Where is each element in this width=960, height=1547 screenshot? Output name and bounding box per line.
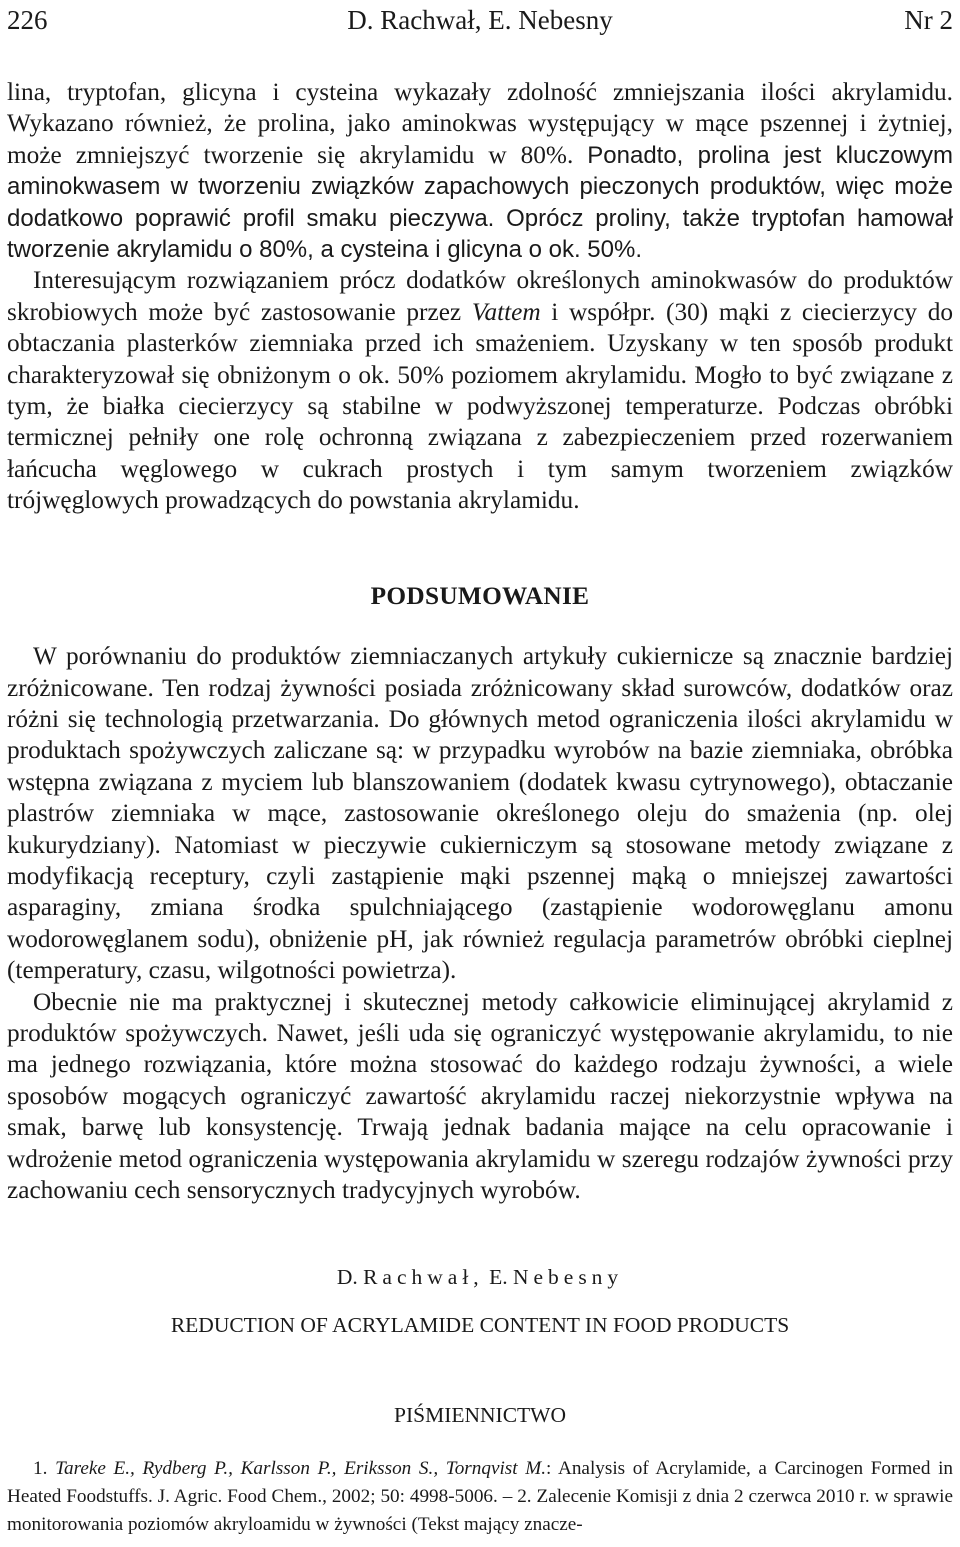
english-title: REDUCTION OF ACRYLAMIDE CONTENT IN FOOD PRODUCTS [170, 1313, 790, 1338]
issue-number: Nr 2 [904, 5, 953, 35]
byline-initial-1: D. [336, 1265, 358, 1290]
continuation-paragraph [7, 77, 953, 265]
reference-authors: Tareke E., Rydberg P., Karlsson P., Eriksson S., Tornqvist M. [55, 1458, 547, 1480]
summary-paragraph-1: W porównaniu do produktów ziemniaczanych artykuły cukiernicze są znacznie bardziej zróżnicowane. Ten rodzaj żywności posiada zróżnicowany skład surowców, dodatków oraz różni się technologią przetwarzania. Do głównych metod ograniczenia ilości akrylamidu w produktach spożywczych zaliczane są: w przypadku wyrobów na bazie ziemniaka, obróbka wstępna związana z myciem lub blanszowaniem (dodatek kwasu cytrynowego), obtaczanie plastrów ziemniaka w mące, zastosowanie określonego oleju do smażenia (np. olej kukurydziany). Natomiast w pieczywie cukierniczym są stosowane metody związane z modyfikacją receptury, czyli zastąpienie mąki pszennej mąką o mniejszej zawartości asparaginy, zmiana środka spulchniającego (zastąpienie wodorowęglanu amonu wodorowęglanem sodu), obniżenie pH, jak również regulacja parametrów obróbki cieplnej (temperatury, czasu, wilgotności powietrza). [7, 642, 953, 985]
english-byline [7, 1263, 953, 1291]
paragraph-text: Interesującym rozwiązaniem prócz dodatków określonych aminokwasów do produktów skrobiowych może być zastosowanie przez [7, 266, 953, 326]
byline-surname-2: Nebesny [512, 1265, 624, 1290]
header-authors: D. Rachwał, E. Nebesny [347, 5, 613, 35]
italic-author: Vattem [471, 297, 541, 326]
summary-heading: PODSUMOWANIE [370, 581, 590, 610]
continuation-text: lina, tryptofan, glicyna i cysteina wykazały zdolność zmniejszania ilości akrylamidu. Wykazano również, że prolina, jako aminokwas występujący w mące pszennej i żytniej, może zmniejszyć tworzenie się akrylamidu w 80%. [7, 78, 953, 169]
reference-number: 1. [33, 1458, 48, 1480]
reference-text: : Analysis of Acrylamide, a Carcinogen Formed in Heated Foodstuffs. J. Agric. Food Chem., 2002; 50: 4998-5006. – 2. Zalecenie Komisji z dnia 2 czerwca 2010 r. w sprawie monitorowania poziomów akryloamidu w żywności (Tekst mający znacze- [7, 1458, 954, 1535]
page-number: 226 [7, 5, 48, 35]
paragraph-text: i współpr. (30) mąki z ciecierzycy do obtaczania plasterków ziemniaka przed ich smażeniem. Uzyskany w ten sposób produkt charakteryzował się obniżonym o ok. 50% poziomem akrylamidu. Mogło to być związane z tym, że białka ciecierzycy są stabilne w podwyższonej temperaturze. Podczas obróbki termicznej pełniły one rolę ochronną związana z zabezpieczeniem przed rozerwaniem łańcucha węglowego w cukrach prostych i tym samym tworzeniem związków trójwęglowych prowadzących do powstania akrylamidu. [7, 297, 953, 515]
continuation-text-sans: Ponadto, prolina jest kluczowym aminokwasem w tworzeniu związków zapachowych pieczonych produktów, więc może dodatkowo poprawić profil smaku pieczywa. Oprócz proliny, także tryptofan hamował tworzenie akrylamidu o 80%, a cysteina i glicyna o ok. 50%. [7, 141, 953, 264]
byline-initial-2: E. [489, 1265, 508, 1290]
reference-entry [7, 1455, 953, 1538]
running-header [7, 0, 953, 40]
byline-surname-1: Rachwał, [363, 1265, 484, 1290]
references-list [7, 1455, 953, 1538]
summary-paragraph-2: Obecnie nie ma praktycznej i skutecznej metody całkowicie eliminującej akrylamid z produktów spożywczych. Nawet, jeśli uda się ograniczyć występowanie akrylamidu, to nie ma jednego rozwiązania, które można stosować do każdego rodzaju żywności, a wiele sposobów mogących ograniczyć zawartość akrylamidu raczej niekorzystnie wpływa na smak, barwę lub konsystencję. Trwają jednak badania mające na celu opracowanie i wdrożenie metod ograniczenia występowania akrylamidu w szeregu rodzajów żywności przy zachowaniu cech sensorycznych tradycyjnych wyrobów. [7, 987, 953, 1204]
references-heading: PIŚMIENNICTWO [394, 1403, 566, 1428]
chickpea-paragraph [7, 265, 953, 516]
page [7, 0, 953, 1539]
